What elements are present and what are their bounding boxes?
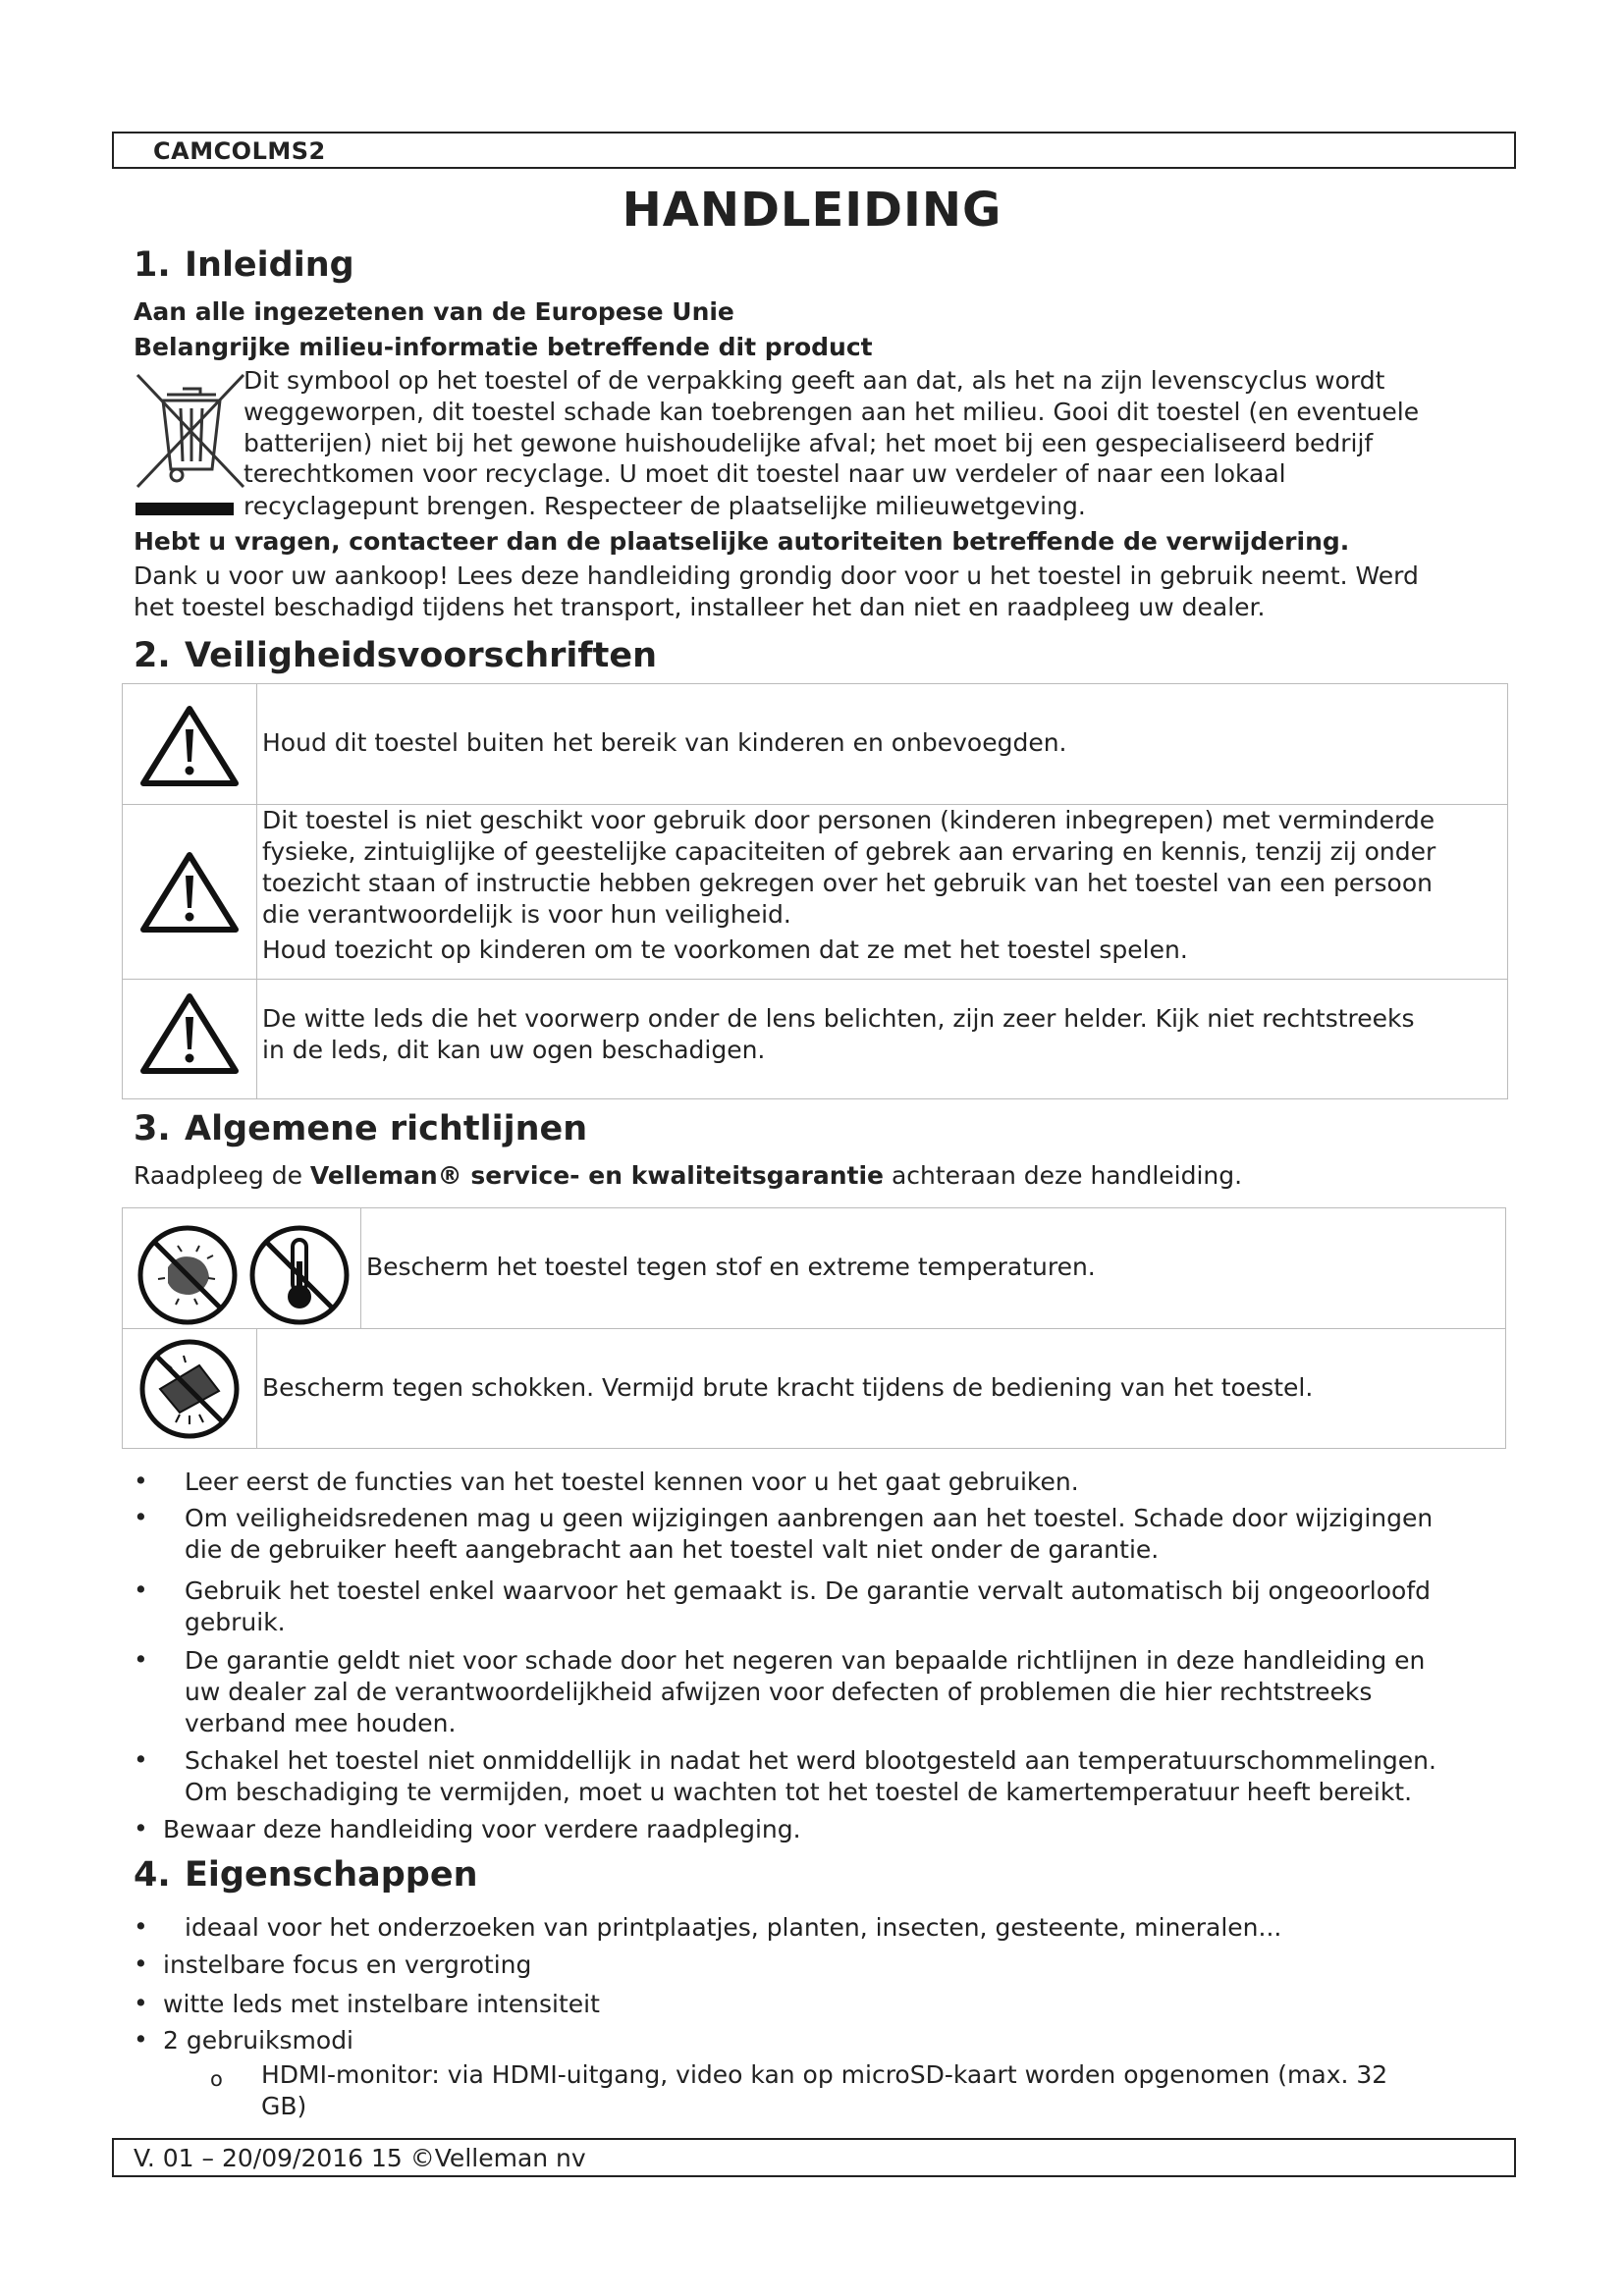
list-item-cont: gebruik. [185,1608,286,1636]
sub-list-item-cont: GB) [261,2092,307,2120]
weee-text-line: terechtkomen voor recyclage. U moet dit toestel naar uw verdeler of naar een lokaal [244,459,1286,488]
list-item: Leer eerst de functies van het toestel kennen voor u het gaat gebruiken. [185,1468,1079,1496]
list-item: Bewaar deze handleiding voor verdere raadpleging. [163,1815,801,1843]
footer-box [112,2138,1516,2177]
list-item: 2 gebruiksmodi [163,2026,354,2055]
list-item: Schakel het toestel niet onmiddellijk in nadat het werd blootgesteld aan temperatuurschommelingen. [185,1746,1436,1775]
list-item-cont: Om beschadiging te vermijden, moet u wachten tot het toestel de kamertemperatuur heeft bereikt. [185,1778,1413,1806]
safety-row [123,979,1507,1099]
care-table [122,1207,1506,1449]
list-item-cont: verband mee houden. [185,1709,457,1737]
sub-list-marker: o [210,2067,223,2091]
safety-text-line: Houd toezicht op kinderen om te voorkomen dat ze met het toestel spelen. [262,935,1188,964]
safety-text-line: Dit toestel is niet geschikt voor gebruik door personen (kinderen inbegrepen) met verminderde [262,806,1435,834]
weee-text-line: recyclagepunt brengen. Respecteer de plaatselijke milieuwetgeving. [244,492,1086,520]
no-shock-icon [136,1336,243,1442]
section-heading-eigenschappen: 4. Eigenschappen [134,1855,478,1895]
list-item-cont: uw dealer zal de verantwoordelijkheid afwijzen voor defecten of problemen die hier rechtstreeks [185,1678,1373,1706]
safety-text-line: in de leds, dit kan uw ogen beschadigen. [262,1036,766,1064]
weee-text-line: batterijen) niet bij het gewone huishoudelijke afval; het moet bij een gespecialiseerd bedrijf [244,429,1374,457]
guarantee-reference: Raadpleeg de Velleman® service- en kwaliteitsgarantie achteraan deze handleiding. [134,1161,1243,1190]
intro-env-heading: Belangrijke milieu-informatie betreffende dit product [134,333,873,361]
safety-table [122,683,1508,1099]
thanks-text-line: Dank u voor uw aankoop! Lees deze handleiding grondig door voor u het toestel in gebruik neemt. Werd [134,561,1419,590]
care-row [123,1328,1505,1449]
safety-row [123,684,1507,804]
care-row [123,1208,1505,1328]
footer-version: V. 01 – 20/09/2016 15 ©Velleman nv [134,2144,586,2172]
care-text: Bescherm tegen schokken. Vermijd brute kracht tijdens de bediening van het toestel. [262,1373,1314,1402]
page-title: HANDLEIDING [622,183,1002,238]
safety-text-line: De witte leds die het voorwerp onder de lens belichten, zijn zeer helder. Kijk niet rechtstreeks [262,1004,1415,1033]
thanks-text-line: het toestel beschadigd tijdens het transport, installeer het dan niet en raadpleeg uw dealer. [134,593,1266,621]
list-item: witte leds met instelbare intensiteit [163,1990,600,2018]
list-item: Om veiligheidsredenen mag u geen wijzigingen aanbrengen aan het toestel. Schade door wijzigingen [185,1504,1434,1532]
weee-bin-icon [134,369,249,516]
warning-triangle-icon [138,704,241,788]
intro-eu-line: Aan alle ingezetenen van de Europese Unie [134,297,734,326]
list-item: De garantie geldt niet voor schade door het negeren van bepaalde richtlijnen in deze handleiding en [185,1646,1426,1675]
sub-list-item: HDMI-monitor: via HDMI-uitgang, video kan op microSD-kaart worden opgenomen (max. 32 [261,2060,1388,2089]
header-box [112,132,1516,169]
weee-text-line: weggeworpen, dit toestel schade kan toebrengen aan het milieu. Gooi dit toestel (en eventuele [244,398,1420,426]
no-extreme-temperature-icon [246,1222,352,1328]
list-item: instelbare focus en vergroting [163,1950,532,1979]
list-item-cont: die de gebruiker heeft aangebracht aan het toestel valt niet onder de garantie. [185,1535,1160,1564]
no-dust-icon [135,1222,241,1328]
warning-triangle-icon [138,991,241,1076]
disposal-note: Hebt u vragen, contacteer dan de plaatselijke autoriteiten betreffende de verwijdering. [134,527,1350,556]
section-heading-veiligheid: 2. Veiligheidsvoorschriften [134,636,658,675]
safety-row [123,804,1507,980]
warning-triangle-icon [138,850,241,934]
safety-text-line: die verantwoordelijk is voor hun veiligheid. [262,900,791,929]
list-item: Gebruik het toestel enkel waarvoor het gemaakt is. De garantie vervalt automatisch bij ongeoorloofd [185,1576,1432,1605]
manual-page: CAMCOLMS2 HANDLEIDING 1. Inleiding Aan alle ingezetenen van de Europese Unie Belangrijke milieu-informatie betreffende dit product Dit symbool op het toestel of de verpakking geeft aan dat, als het na zijn levenscyclus wordt weggeworpen, dit toestel schade kan toebrengen aan het milieu. Gooi dit toestel (en eventuele batterijen) niet bij het gewone huishoudelijke afval; het moet bij een gespecialiseerd bedrijf terechtkomen voor recyclage. U moet dit toestel naar uw verdeler of naar een lokaal recyclagepunt brengen. Respecteer de plaatselijke milieuwetgeving. Hebt u vragen, contacteer dan de plaatselijke autoriteiten betreffende de verwijdering. Dank u voor uw aankoop! Lees deze handleiding grondig door voor u het toestel in gebruik neemt. Werd het toestel beschadigd tijdens het transport, installeer het dan niet en raadpleeg uw dealer. 2. Veiligheidsvoorschriften Houd dit toestel buiten het bereik van kinderen en onbevoegden. Dit toestel is niet geschikt voor gebruik door personen (kinderen inbegrepen) met verminderde fysieke, zintuiglijke of geestelijke capaciteiten of gebrek aan ervaring en kennis, tenzij zij onder toezicht staan of instructie hebben gekregen over het gebruik van het toestel van een persoon die verantwoordelijk is voor hun veiligheid. Houd toezicht op kinderen om te voorkomen dat ze met het toestel spelen. De witte leds die het voorwerp onder de lens belichten, zijn zeer helder. Kijk niet rechtstreeks in de leds, dit kan uw ogen beschadigen. 3. Algemene richtlijnen Raadpleeg de Velleman® service- en kwaliteitsgarantie achteraan deze handleiding. Bescherm het toestel tegen stof en extreme temperaturen. Bescherm tegen schokken. Vermijd brute kracht tijdens de bediening van het toestel. • Leer eerst de functies van het toestel kennen voor u het gaat gebruiken. • Om veiligheidsredenen mag u geen wijzigingen aanbrengen aan het toestel. Schade door wijzigingen die de gebruiker heeft aangebracht aan het toestel valt niet onder de garantie. • Gebruik het toestel enkel waarvoor het gemaakt is. De garantie vervalt automatisch bij ongeoorloofd gebruik. • De garantie geldt niet voor schade door het negeren van bepaalde richtlijnen in deze handleiding en uw dealer zal de verantwoordelijkheid afwijzen voor defecten of problemen die hier rechtstreeks verband mee houden. • Schakel het toestel niet onmiddellijk in nadat het werd blootgesteld aan temperatuurschommelingen. Om beschadiging te vermijden, moet u wachten tot het toestel de kamertemperatuur heeft bereikt. • Bewaar deze handleiding voor verdere raadpleging. 4. Eigenschappen • ideaal voor het onderzoeken van printplaatjes, planten, insecten, gesteente, mineralen... • instelbare focus en vergroting • witte leds met instelbare intensiteit • 2 gebruiksmodi o HDMI-monitor: via HDMI-uitgang, video kan op microSD-kaart worden opgenomen (max. 32 GB) V. 01 – 20/09/2016 15 ©Velleman nv [0,0,1624,2296]
care-text: Bescherm het toestel tegen stof en extreme temperaturen. [366,1253,1096,1281]
weee-text-line: Dit symbool op het toestel of de verpakking geeft aan dat, als het na zijn levenscyclus wordt [244,366,1385,395]
section-heading-richtlijnen: 3. Algemene richtlijnen [134,1109,588,1148]
product-code: CAMCOLMS2 [153,137,326,165]
safety-text-line: Houd dit toestel buiten het bereik van kinderen en onbevoegden. [262,728,1067,757]
section-heading-inleiding: 1. Inleiding [134,245,354,285]
safety-text-line: fysieke, zintuiglijke of geestelijke capaciteiten of gebrek aan ervaring en kennis, tenzij zij onder [262,837,1436,866]
safety-text-line: toezicht staan of instructie hebben gekregen over het gebruik van het toestel van een persoon [262,869,1433,897]
list-item: ideaal voor het onderzoeken van printplaatjes, planten, insecten, gesteente, mineralen... [185,1913,1282,1942]
